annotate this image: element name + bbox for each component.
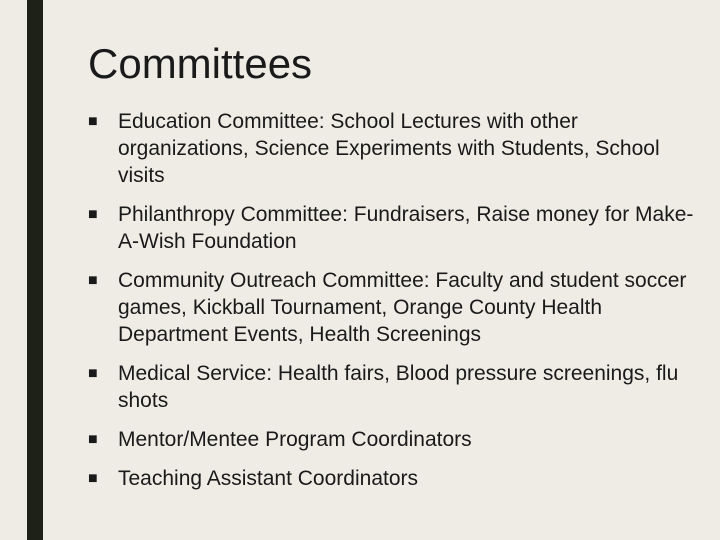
square-bullet-icon: ■ [88, 113, 98, 130]
bullet-item-philanthropy [88, 201, 698, 255]
bullet-text: Medical Service: Health fairs, Blood pressure screenings, flu shots [118, 362, 679, 412]
slide-title: Committees [88, 40, 313, 87]
square-bullet-icon: ■ [88, 206, 98, 223]
bullet-item-education [88, 108, 698, 189]
bullet-item-teaching-assistant [88, 465, 698, 492]
square-bullet-icon: ■ [88, 365, 98, 382]
bullet-text: Mentor/Mentee Program Coordinators [118, 428, 472, 451]
bullet-text: Education Committee: School Lectures with other organizations, Science Experiments with Students, School visits [118, 110, 660, 187]
bullet-text: Community Outreach Committee: Faculty and student soccer games, Kickball Tournament, Orange County Health Department Events, Health Screenings [118, 269, 687, 346]
bullet-item-community-outreach [88, 267, 698, 348]
square-bullet-icon: ■ [88, 470, 98, 487]
bullet-text: Philanthropy Committee: Fundraisers, Raise money for Make-A-Wish Foundation [118, 203, 694, 253]
bullet-item-mentor-mentee [88, 426, 698, 453]
bullet-item-medical-service [88, 360, 698, 414]
bullet-text: Teaching Assistant Coordinators [118, 467, 418, 490]
bullet-list [88, 108, 698, 504]
left-accent-bar [27, 0, 43, 540]
square-bullet-icon: ■ [88, 272, 98, 289]
square-bullet-icon: ■ [88, 431, 98, 448]
